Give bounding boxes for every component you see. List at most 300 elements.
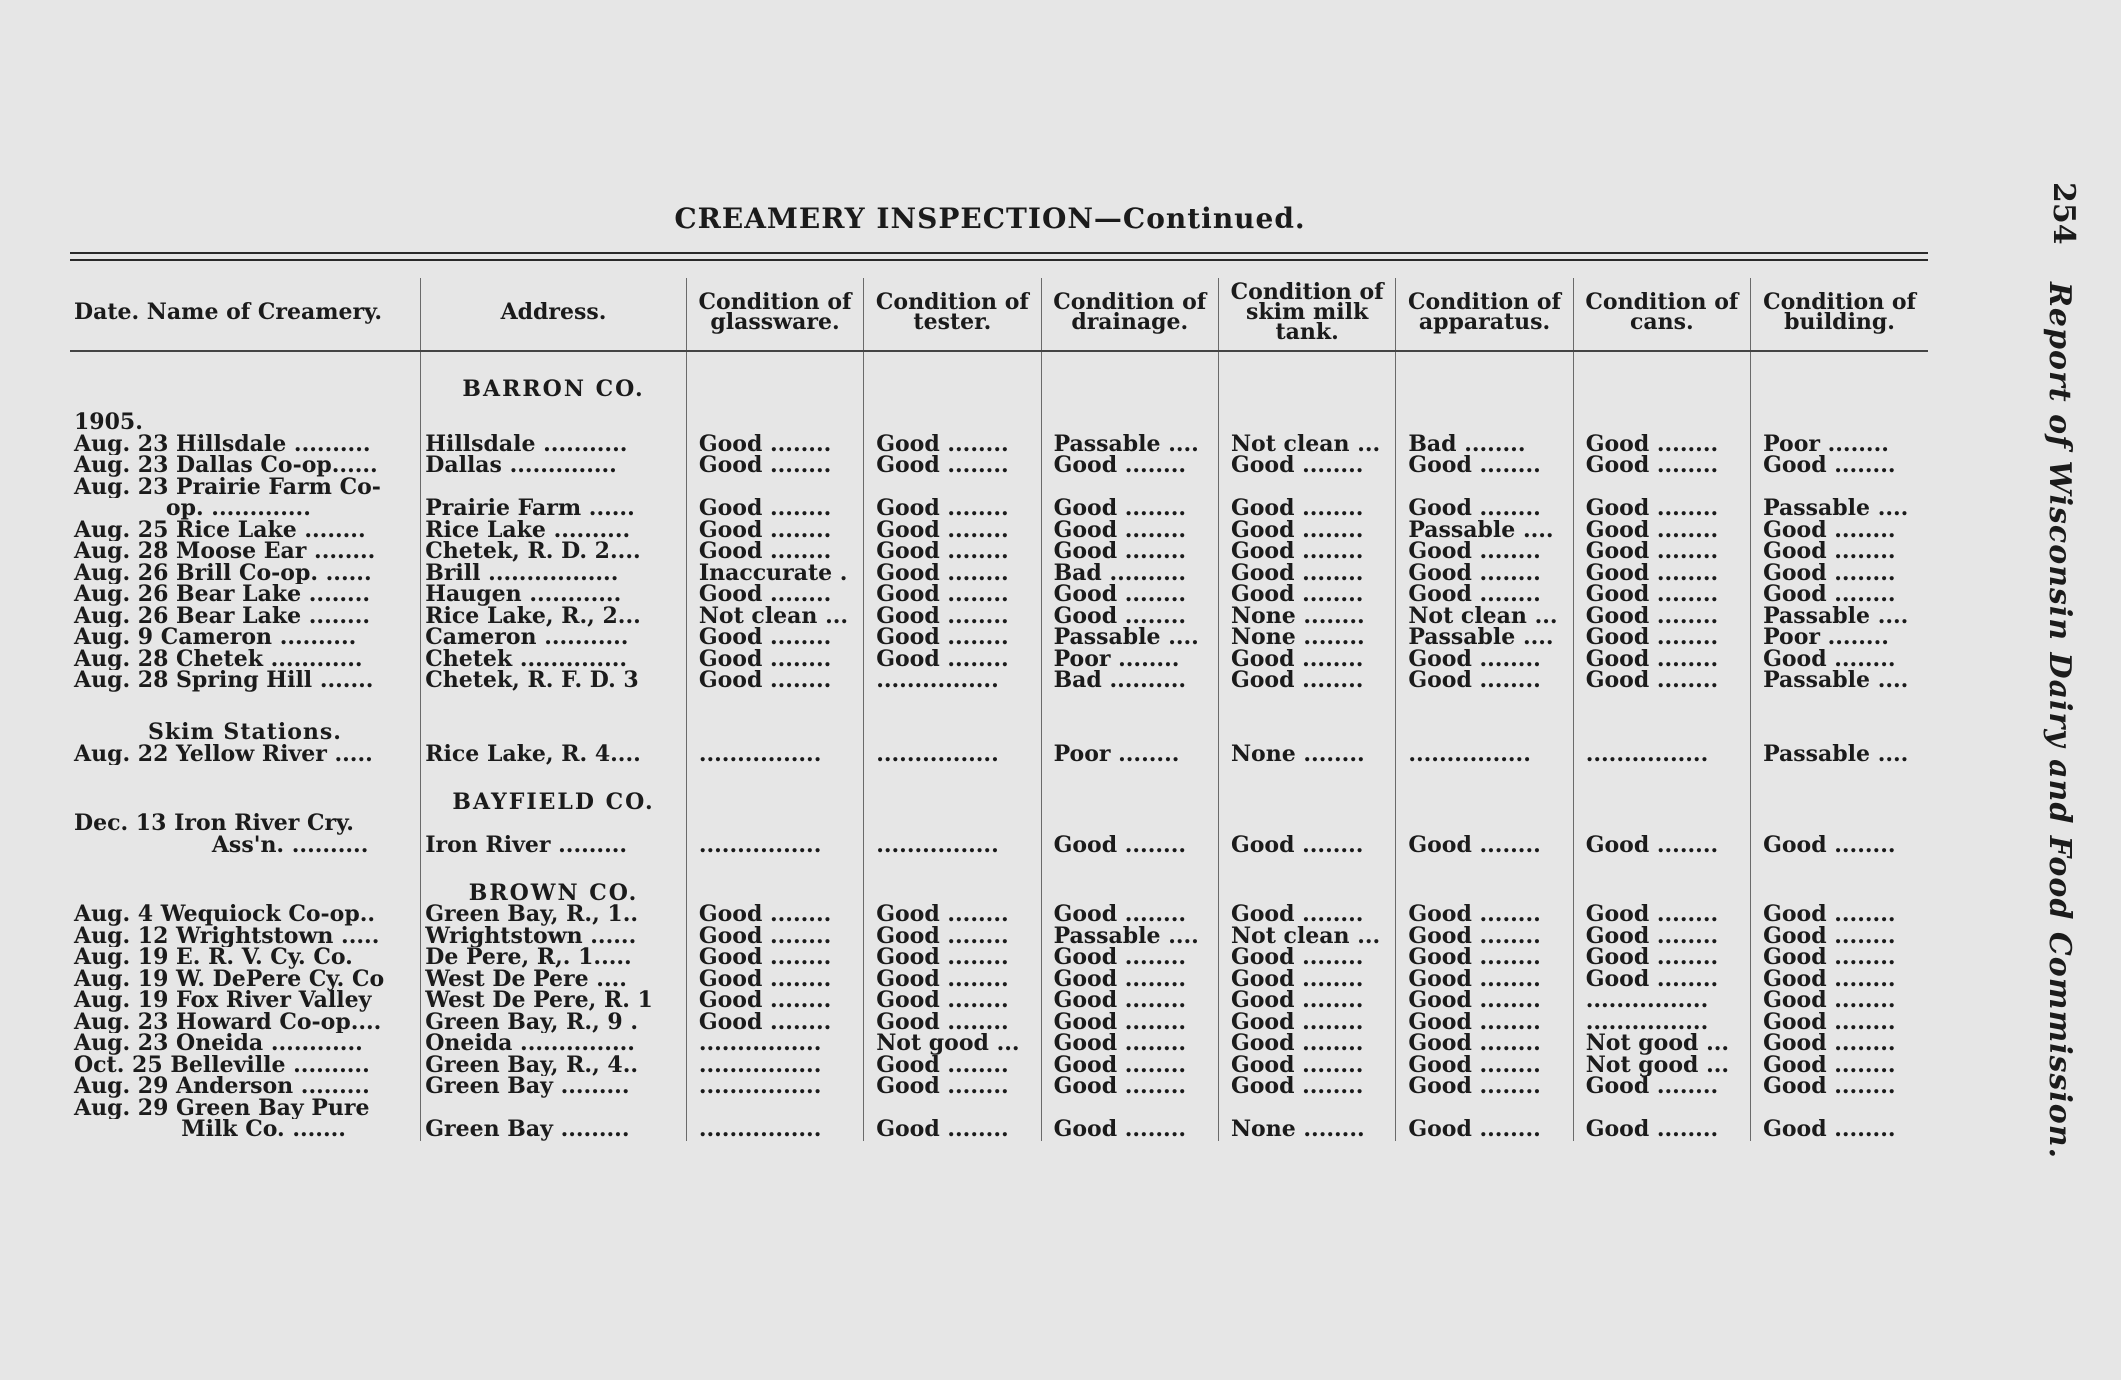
table-cell: Good ........ xyxy=(864,498,1041,520)
empty-cell xyxy=(1396,856,1573,904)
table-cell: Good ........ xyxy=(1751,1012,1928,1034)
table-row xyxy=(70,563,1928,585)
table-cell: Good ........ xyxy=(1573,455,1750,477)
table-cell: Good ........ xyxy=(1573,541,1750,563)
empty-cell xyxy=(686,692,863,744)
column-header: Condition of skim milk tank. xyxy=(1218,278,1395,351)
table-cell: Aug. 28 Chetek ............ xyxy=(74,648,363,670)
table-cell: Oneida ............... xyxy=(421,1033,687,1055)
table-cell: Milk Co. ....... xyxy=(74,1119,346,1141)
table-cell: Good ........ xyxy=(1573,926,1750,948)
column-header: Date. Name of Creamery. xyxy=(70,278,421,351)
table-cell: ................ xyxy=(686,1076,863,1098)
table-cell: Good ........ xyxy=(864,947,1041,969)
table-cell: Aug. 4 Wequiock Co-op.. xyxy=(74,904,376,926)
table-cell: Good ........ xyxy=(1041,455,1218,477)
table-cell: Good ........ xyxy=(1573,835,1750,857)
table-cell: Rice Lake, R., 2... xyxy=(421,606,687,628)
table-cell: Good ........ xyxy=(1573,1119,1750,1141)
table-cell: De Pere, R,. 1..... xyxy=(421,947,687,969)
table-cell: Good ........ xyxy=(1751,584,1928,606)
subheading-row xyxy=(70,692,1928,744)
table-cell xyxy=(1041,477,1218,499)
table-cell: Good ........ xyxy=(1396,584,1573,606)
table-cell: Good ........ xyxy=(1396,1076,1573,1098)
table-cell: ................ xyxy=(686,835,863,857)
table-cell: Good ........ xyxy=(1396,498,1573,520)
table-cell: Passable .... xyxy=(1751,744,1928,766)
table-cell: Good ........ xyxy=(1218,541,1395,563)
table-row xyxy=(70,969,1928,991)
table-cell: Good ........ xyxy=(864,904,1041,926)
table-cell: Aug. 29 Green Bay Pure xyxy=(74,1097,370,1119)
table-cell: Not good ... xyxy=(1573,1055,1750,1077)
table-row xyxy=(70,477,1928,499)
table-cell: Good ........ xyxy=(1218,835,1395,857)
table-row xyxy=(70,744,1928,766)
table-cell: Green Bay ......... xyxy=(421,1119,687,1141)
page-title: CREAMERY INSPECTION—Continued. xyxy=(674,202,1306,235)
table-cell: Good ........ xyxy=(864,1076,1041,1098)
table-row xyxy=(70,1076,1928,1098)
table-cell: Good ........ xyxy=(864,990,1041,1012)
table-cell: ................ xyxy=(1396,744,1573,766)
table-cell: Aug. 19 W. DePere Cy. Co xyxy=(74,968,385,990)
table-cell: Aug. 29 Anderson ......... xyxy=(74,1076,370,1098)
table-cell: Good ........ xyxy=(686,670,863,692)
table-cell: Passable .... xyxy=(1751,670,1928,692)
table-row xyxy=(70,1012,1928,1034)
table-cell: Good ........ xyxy=(1396,563,1573,585)
table-cell: Rice Lake, R. 4.... xyxy=(421,744,687,766)
table-cell xyxy=(864,477,1041,499)
empty-cell xyxy=(864,856,1041,904)
table-cell: Good ........ xyxy=(864,455,1041,477)
table-cell: Aug. 25 Rice Lake ........ xyxy=(74,519,366,541)
table-cell: Good ........ xyxy=(686,649,863,671)
table-cell: Good ........ xyxy=(1573,498,1750,520)
table-row xyxy=(70,584,1928,606)
table-cell: Good ........ xyxy=(1396,1119,1573,1141)
empty-cell xyxy=(1751,765,1928,813)
table-cell: Good ........ xyxy=(1751,1033,1928,1055)
table-cell: Chetek, R. D. 2.... xyxy=(421,541,687,563)
section-subheading: Skim Stations. xyxy=(148,719,342,744)
table-cell: Green Bay, R., 4.. xyxy=(421,1055,687,1077)
table-cell: Aug. 26 Brill Co-op. ...... xyxy=(74,562,372,584)
table-cell: Good ........ xyxy=(1396,990,1573,1012)
empty-cell xyxy=(421,400,687,434)
table-cell: Aug. 19 Fox River Valley xyxy=(74,990,372,1012)
table-cell: None ........ xyxy=(1218,627,1395,649)
table-cell: Good ........ xyxy=(1396,541,1573,563)
table-cell: Aug. 23 Oneida ............ xyxy=(74,1033,363,1055)
table-cell: Good ........ xyxy=(1041,969,1218,991)
page-number: 254 xyxy=(2046,182,2081,245)
column-header: Condition of apparatus. xyxy=(1396,278,1573,351)
table-cell: Rice Lake .......... xyxy=(421,520,687,542)
empty-cell xyxy=(686,856,863,904)
empty-cell xyxy=(1751,692,1928,744)
table-cell: Good ........ xyxy=(1041,947,1218,969)
table-cell: Good ........ xyxy=(864,563,1041,585)
table-row xyxy=(70,541,1928,563)
table-cell: Good ........ xyxy=(1041,1076,1218,1098)
empty-cell xyxy=(1573,765,1750,813)
table-cell: Good ........ xyxy=(1218,1012,1395,1034)
table-row xyxy=(70,670,1928,692)
table-cell: ................ xyxy=(1573,744,1750,766)
table-cell: Good ........ xyxy=(1396,1012,1573,1034)
table-cell: Good ........ xyxy=(1751,835,1928,857)
table-cell: Good ........ xyxy=(1041,1012,1218,1034)
table-cell: Good ........ xyxy=(1218,520,1395,542)
empty-cell xyxy=(1573,351,1750,400)
running-title: Report of Wisconsin Dairy and Food Commission. xyxy=(2042,282,2077,1160)
table-cell: ................ xyxy=(864,670,1041,692)
table-cell xyxy=(1041,813,1218,835)
table-cell: Poor ........ xyxy=(1751,434,1928,456)
empty-cell xyxy=(1218,765,1395,813)
table-cell: Aug. 22 Yellow River ..... xyxy=(74,743,373,765)
table-row xyxy=(70,904,1928,926)
empty-cell xyxy=(1218,692,1395,744)
empty-cell xyxy=(1041,856,1218,904)
table-cell: Good ........ xyxy=(1396,969,1573,991)
table-cell: Good ........ xyxy=(1573,649,1750,671)
table-cell: Chetek, R. F. D. 3 xyxy=(421,670,687,692)
table-cell xyxy=(1396,477,1573,499)
table-cell: Poor ........ xyxy=(1041,744,1218,766)
county-heading-row xyxy=(70,765,1928,813)
table-cell: Good ........ xyxy=(1041,1055,1218,1077)
table-cell: Good ........ xyxy=(1218,1033,1395,1055)
table-cell: Good ........ xyxy=(1218,990,1395,1012)
table-cell xyxy=(1751,477,1928,499)
table-cell: Good ........ xyxy=(1218,670,1395,692)
empty-cell xyxy=(864,765,1041,813)
table-cell: ................ xyxy=(1573,1012,1750,1034)
table-cell: Aug. 28 Moose Ear ........ xyxy=(74,541,376,563)
table-cell: Haugen ............ xyxy=(421,584,687,606)
table-cell: Good ........ xyxy=(686,990,863,1012)
table-cell: Aug. 26 Bear Lake ........ xyxy=(74,584,371,606)
table-row xyxy=(70,498,1928,520)
table-cell: Wrightstown ...... xyxy=(421,926,687,948)
table-cell: Good ........ xyxy=(686,520,863,542)
empty-cell xyxy=(1396,400,1573,434)
empty-cell xyxy=(686,765,863,813)
table-cell: Not good ... xyxy=(1573,1033,1750,1055)
table-cell xyxy=(686,813,863,835)
table-cell: Dec. 13 Iron River Cry. xyxy=(74,813,354,835)
empty-cell xyxy=(686,351,863,400)
empty-cell xyxy=(421,692,687,744)
table-cell xyxy=(1573,813,1750,835)
table-cell: Bad .......... xyxy=(1041,670,1218,692)
table-cell: Good ........ xyxy=(1573,969,1750,991)
table-cell: Good ........ xyxy=(1751,947,1928,969)
table-cell: Good ........ xyxy=(1396,1055,1573,1077)
header-row xyxy=(70,278,1928,351)
table-cell: Good ........ xyxy=(686,627,863,649)
empty-cell xyxy=(1751,400,1928,434)
table-cell: Aug. 12 Wrightstown ..... xyxy=(74,925,380,947)
table-cell: Good ........ xyxy=(864,541,1041,563)
empty-cell xyxy=(1041,765,1218,813)
table-cell: Good ........ xyxy=(1396,670,1573,692)
table-cell: Good ........ xyxy=(686,498,863,520)
year-label: 1905. xyxy=(74,409,143,434)
table-cell: Dallas .............. xyxy=(421,455,687,477)
table-cell: Not clean ... xyxy=(686,606,863,628)
table-cell: Good ........ xyxy=(1041,904,1218,926)
table-cell: Bad ........ xyxy=(1396,434,1573,456)
empty-cell xyxy=(1573,856,1750,904)
table-cell: Good ........ xyxy=(1396,904,1573,926)
table-cell: Good ........ xyxy=(864,926,1041,948)
table-cell: Passable .... xyxy=(1041,926,1218,948)
table-cell: Good ........ xyxy=(1573,520,1750,542)
empty-cell xyxy=(1218,400,1395,434)
table-cell: Poor ........ xyxy=(1041,649,1218,671)
table-cell: Good ........ xyxy=(1751,455,1928,477)
table-cell: Passable .... xyxy=(1041,434,1218,456)
inspection-table xyxy=(70,278,1928,1141)
table-cell: Good ........ xyxy=(686,947,863,969)
table-cell xyxy=(1396,1098,1573,1120)
table-cell: Good ........ xyxy=(686,1012,863,1034)
column-header: Address. xyxy=(421,278,687,351)
table-row xyxy=(70,1055,1928,1077)
table-cell: Good ........ xyxy=(864,649,1041,671)
table-cell: Aug. 9 Cameron .......... xyxy=(74,627,357,649)
table-cell: Good ........ xyxy=(1573,606,1750,628)
county-heading-row xyxy=(70,351,1928,400)
table-row xyxy=(70,1098,1928,1120)
table-cell: Good ........ xyxy=(686,926,863,948)
table-cell: Passable .... xyxy=(1751,498,1928,520)
table-cell: Good ........ xyxy=(1041,835,1218,857)
column-header: Condition of cans. xyxy=(1573,278,1750,351)
table-cell: Passable .... xyxy=(1396,520,1573,542)
table-cell: Good ........ xyxy=(1218,1055,1395,1077)
table-cell: Good ........ xyxy=(1041,606,1218,628)
table-cell xyxy=(1573,1098,1750,1120)
empty-cell xyxy=(1396,692,1573,744)
table-cell: West De Pere .... xyxy=(421,969,687,991)
table-cell: Iron River ......... xyxy=(421,835,687,857)
empty-cell xyxy=(1041,692,1218,744)
table-cell: Good ........ xyxy=(1396,455,1573,477)
table-cell: Good ........ xyxy=(1751,520,1928,542)
empty-cell xyxy=(1573,692,1750,744)
table-cell: ................ xyxy=(864,744,1041,766)
table-cell: Good ........ xyxy=(1041,990,1218,1012)
table-cell: Not clean ... xyxy=(1218,434,1395,456)
table-cell: Good ........ xyxy=(686,904,863,926)
table-cell: ................ xyxy=(686,1055,863,1077)
table-row xyxy=(70,606,1928,628)
column-header: Condition of drainage. xyxy=(1041,278,1218,351)
table-cell: Not clean ... xyxy=(1396,606,1573,628)
table-cell: Good ........ xyxy=(1218,947,1395,969)
table-cell xyxy=(1218,477,1395,499)
table-cell: ................ xyxy=(1573,990,1750,1012)
table-cell: Good ........ xyxy=(1218,649,1395,671)
table-cell: Good ........ xyxy=(1218,455,1395,477)
county-heading-row xyxy=(70,856,1928,904)
empty-cell xyxy=(1041,351,1218,400)
table-cell: Inaccurate . xyxy=(686,563,863,585)
table-cell: West De Pere, R. 1 xyxy=(421,990,687,1012)
table-cell: Good ........ xyxy=(686,584,863,606)
table-cell: Aug. 28 Spring Hill ....... xyxy=(74,670,374,692)
empty-cell xyxy=(864,351,1041,400)
table-cell: ................ xyxy=(864,835,1041,857)
table-cell: Good ........ xyxy=(1396,835,1573,857)
empty-cell xyxy=(70,351,421,400)
table-cell: Aug. 23 Dallas Co-op...... xyxy=(74,455,378,477)
table-cell: Good ........ xyxy=(864,969,1041,991)
table-cell: Good ........ xyxy=(686,434,863,456)
table-cell xyxy=(1041,1098,1218,1120)
table-cell xyxy=(686,477,863,499)
table-row xyxy=(70,947,1928,969)
empty-cell xyxy=(864,400,1041,434)
empty-cell xyxy=(1396,765,1573,813)
column-header: Condition of glassware. xyxy=(686,278,863,351)
empty-cell xyxy=(1218,351,1395,400)
table-cell: Good ........ xyxy=(1751,563,1928,585)
table-cell xyxy=(1751,1098,1928,1120)
top-rule xyxy=(70,252,1928,254)
table-cell: Passable .... xyxy=(1751,606,1928,628)
empty-cell xyxy=(1751,351,1928,400)
table-cell: Green Bay, R., 1.. xyxy=(421,904,687,926)
table-cell: Good ........ xyxy=(1218,904,1395,926)
table-cell: Aug. 19 E. R. V. Cy. Co. xyxy=(74,947,353,969)
table-cell: Poor ........ xyxy=(1751,627,1928,649)
table-cell: Bad .......... xyxy=(1041,563,1218,585)
table-cell: Good ........ xyxy=(1041,584,1218,606)
table-cell xyxy=(1218,813,1395,835)
empty-cell xyxy=(1573,400,1750,434)
table-cell: Not clean ... xyxy=(1218,926,1395,948)
table-cell: Good ........ xyxy=(864,1119,1041,1141)
table-row xyxy=(70,813,1928,835)
county-heading: BAYFIELD CO. xyxy=(421,765,687,813)
table-cell: ................ xyxy=(686,1119,863,1141)
table-cell: Green Bay ......... xyxy=(421,1076,687,1098)
table-cell: Prairie Farm ...... xyxy=(421,498,687,520)
table-cell: Good ........ xyxy=(1751,649,1928,671)
table-cell xyxy=(421,813,687,835)
table-cell: Good ........ xyxy=(1573,627,1750,649)
table-cell: Passable .... xyxy=(1396,627,1573,649)
table-cell xyxy=(421,1098,687,1120)
empty-cell xyxy=(1218,856,1395,904)
table-cell: Good ........ xyxy=(864,434,1041,456)
table-cell: Aug. 26 Bear Lake ........ xyxy=(74,605,371,627)
table-cell: Chetek .............. xyxy=(421,649,687,671)
table-cell: Good ........ xyxy=(864,606,1041,628)
table-cell: Aug. 23 Howard Co-op.... xyxy=(74,1011,382,1033)
table-cell: Passable .... xyxy=(1041,627,1218,649)
table-cell: Good ........ xyxy=(686,455,863,477)
table-cell: Good ........ xyxy=(1751,926,1928,948)
table-cell: Good ........ xyxy=(1573,670,1750,692)
table-cell: Green Bay, R., 9 . xyxy=(421,1012,687,1034)
table-cell: Good ........ xyxy=(864,1012,1041,1034)
table-cell: Good ........ xyxy=(1218,1076,1395,1098)
table-cell: Good ........ xyxy=(1751,1076,1928,1098)
table-cell: ................ xyxy=(686,744,863,766)
table-cell xyxy=(686,1098,863,1120)
empty-cell xyxy=(864,692,1041,744)
table-cell: Good ........ xyxy=(1573,904,1750,926)
table-cell: ................ xyxy=(686,1033,863,1055)
table-cell: Good ........ xyxy=(1573,584,1750,606)
table-cell: Cameron ........... xyxy=(421,627,687,649)
table-cell: Good ........ xyxy=(1218,498,1395,520)
table-cell: op. ............. xyxy=(74,498,311,520)
table-cell: Good ........ xyxy=(1573,434,1750,456)
table-cell: Good ........ xyxy=(1396,947,1573,969)
table-cell: Good ........ xyxy=(686,969,863,991)
table-cell xyxy=(864,813,1041,835)
table-row xyxy=(70,627,1928,649)
table-row xyxy=(70,649,1928,671)
table-cell: Good ........ xyxy=(1218,563,1395,585)
table-cell: Aug. 23 Hillsdale .......... xyxy=(74,433,371,455)
table-row xyxy=(70,1119,1928,1141)
table-cell: Good ........ xyxy=(864,520,1041,542)
table-cell: None ........ xyxy=(1218,606,1395,628)
table-cell xyxy=(864,1098,1041,1120)
empty-cell xyxy=(1396,351,1573,400)
table-cell: Good ........ xyxy=(1573,1076,1750,1098)
table-row xyxy=(70,990,1928,1012)
table-cell: Good ........ xyxy=(864,1055,1041,1077)
table-cell: Good ........ xyxy=(1041,498,1218,520)
empty-cell xyxy=(70,856,421,904)
table-cell xyxy=(1396,813,1573,835)
table-cell: Good ........ xyxy=(1573,563,1750,585)
table-cell: None ........ xyxy=(1218,1119,1395,1141)
table-cell: Good ........ xyxy=(1218,584,1395,606)
table-cell: Aug. 23 Prairie Farm Co- xyxy=(74,476,381,498)
table-cell: Good ........ xyxy=(1751,990,1928,1012)
empty-cell xyxy=(70,765,421,813)
table-cell: None ........ xyxy=(1218,744,1395,766)
empty-cell xyxy=(1751,856,1928,904)
table-cell: Good ........ xyxy=(1041,541,1218,563)
table-row xyxy=(70,1033,1928,1055)
table-cell: Good ........ xyxy=(686,541,863,563)
table-cell: Good ........ xyxy=(1751,541,1928,563)
table-cell: Good ........ xyxy=(1751,1119,1928,1141)
table-cell: Good ........ xyxy=(1041,1119,1218,1141)
table-cell: Good ........ xyxy=(1218,969,1395,991)
table-row xyxy=(70,520,1928,542)
county-heading: BROWN CO. xyxy=(421,856,687,904)
top-rule-inner xyxy=(70,259,1928,261)
table-cell: Not good ... xyxy=(864,1033,1041,1055)
table-cell: Good ........ xyxy=(1396,926,1573,948)
county-heading: BARRON CO. xyxy=(421,351,687,400)
table-cell: Good ........ xyxy=(1396,1033,1573,1055)
